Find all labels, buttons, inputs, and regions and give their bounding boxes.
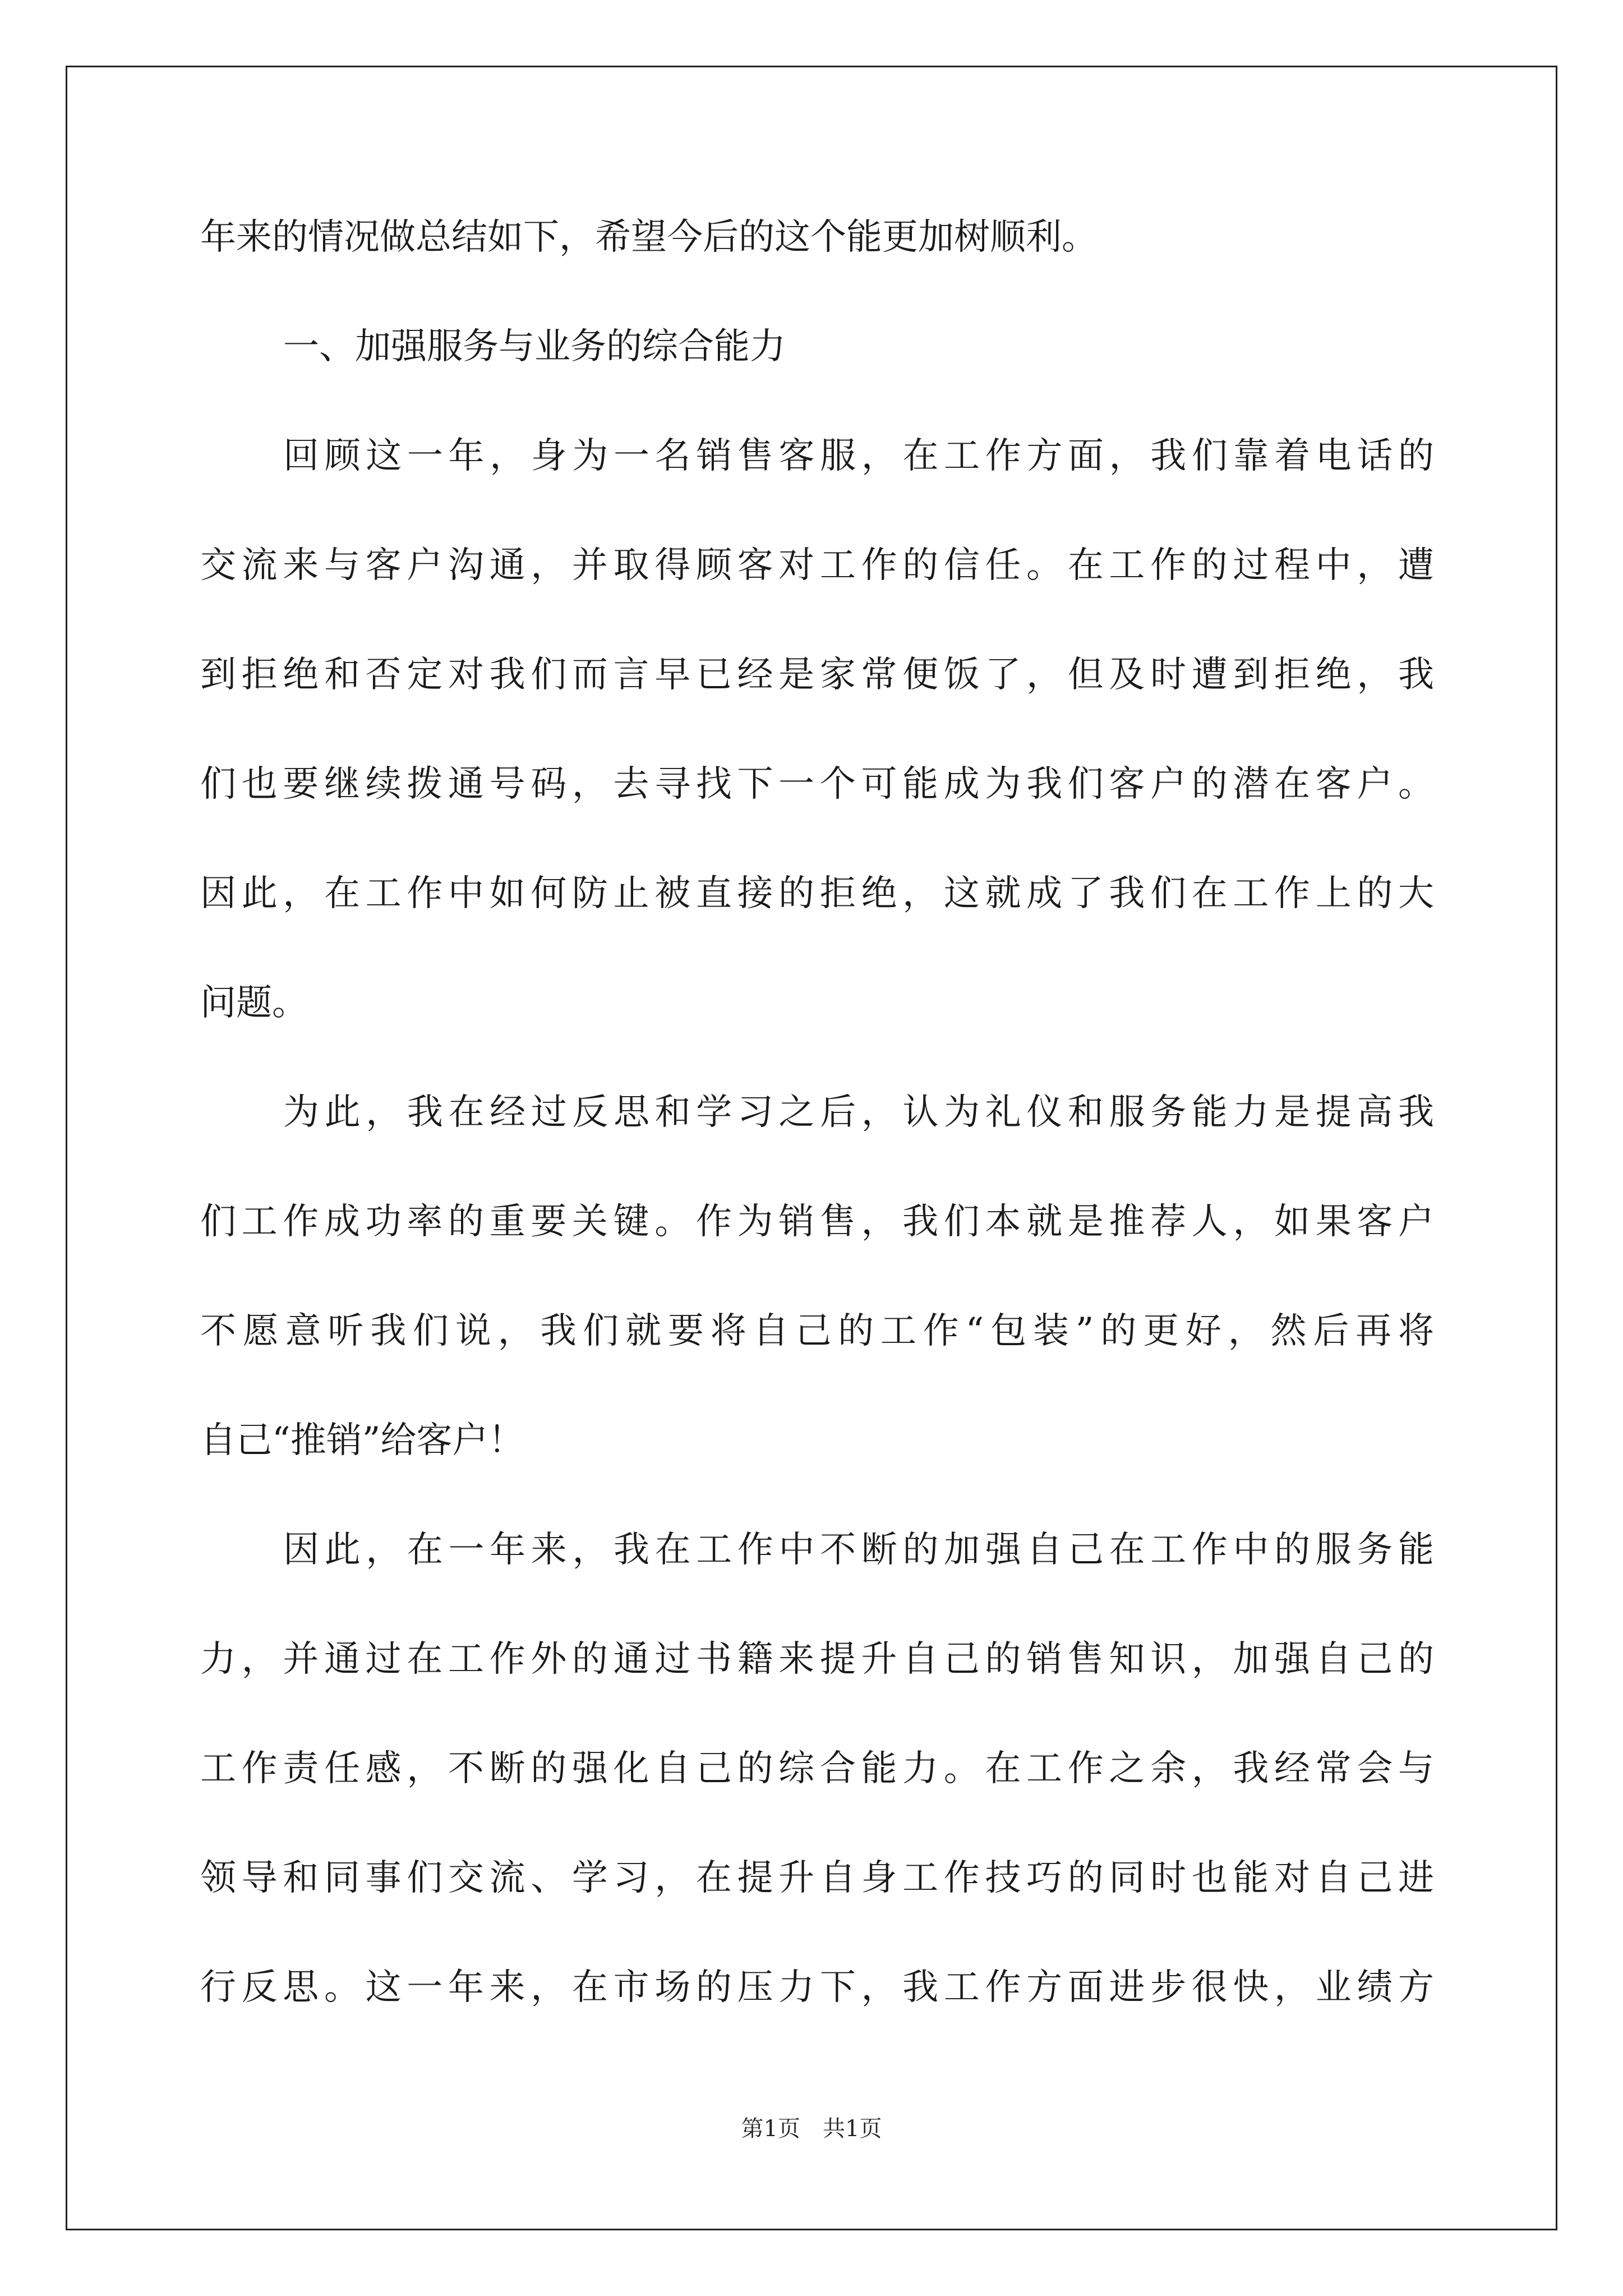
paragraph-line: 不愿意听我们说，我们就要将自己的工作“包装”的更好，然后再将 bbox=[200, 1310, 1434, 1352]
paragraph-line: 领导和同事们交流、学习，在提升自身工作技巧的同时也能对自己进 bbox=[200, 1857, 1434, 1899]
paragraph-line: 工作责任感，不断的强化自己的综合能力。在工作之余，我经常会与 bbox=[200, 1748, 1434, 1789]
page-footer: 第1页 共1页 bbox=[741, 2116, 882, 2142]
page-border bbox=[66, 66, 1557, 2230]
paragraph-line: 们也要继续拨通号码，去寻找下一个可能成为我们客户的潜在客户。 bbox=[200, 763, 1434, 805]
paragraph-line: 力，并通过在工作外的通过书籍来提升自己的销售知识，加强自己的 bbox=[200, 1639, 1434, 1680]
paragraph-line: 们工作成功率的重要关键。作为销售，我们本就是推荐人，如果客户 bbox=[200, 1201, 1434, 1243]
paragraph-line: 因此，在工作中如何防止被直接的拒绝，这就成了我们在工作上的大 bbox=[200, 873, 1434, 914]
paragraph-line: 问题。 bbox=[200, 982, 308, 1024]
paragraph-line: 行反思。这一年来，在市场的压力下，我工作方面进步很快，业绩方 bbox=[200, 1967, 1434, 2008]
paragraph-line: 为此，我在经过反思和学习之后，认为礼仪和服务能力是提高我 bbox=[283, 1092, 1434, 1133]
paragraph-line: 到拒绝和否定对我们而言早已经是家常便饭了，但及时遭到拒绝，我 bbox=[200, 654, 1434, 696]
paragraph-line: 自己“推销”给客户！ bbox=[200, 1420, 524, 1461]
paragraph-line: 因此，在一年来，我在工作中不断的加强自己在工作中的服务能 bbox=[283, 1529, 1434, 1571]
paragraph-line: 回顾这一年，身为一名销售客服，在工作方面，我们靠着电话的 bbox=[283, 435, 1434, 477]
section-heading: 一、加强服务与业务的综合能力 bbox=[283, 326, 786, 367]
paragraph-line: 年来的情况做总结如下，希望今后的这个能更加树顺利。 bbox=[200, 217, 1098, 258]
paragraph-line: 交流来与客户沟通，并取得顾客对工作的信任。在工作的过程中，遭 bbox=[200, 545, 1434, 586]
